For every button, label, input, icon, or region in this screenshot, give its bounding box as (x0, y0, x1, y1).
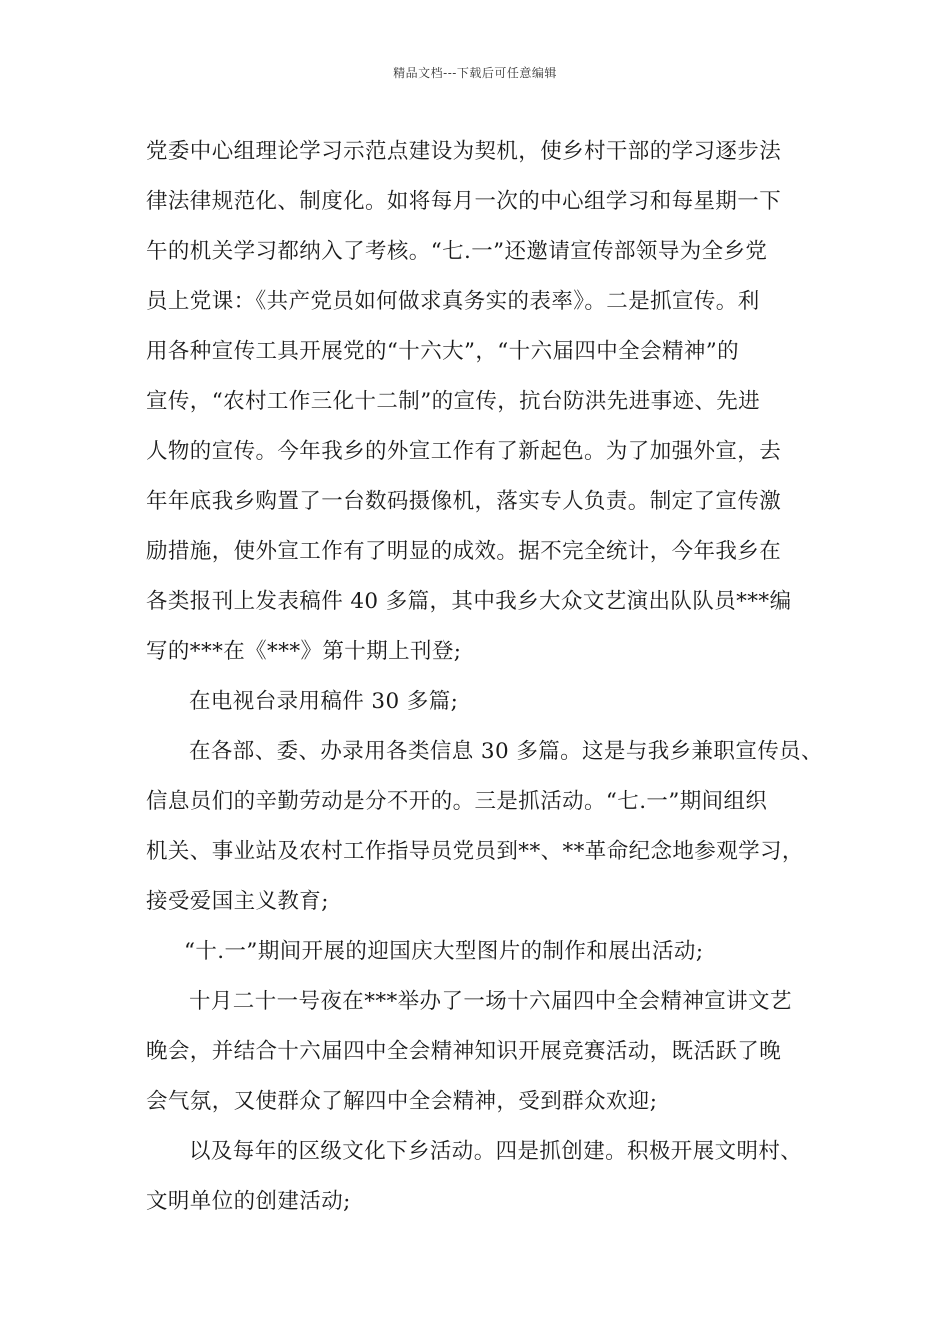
paragraph-start-line: 在电视台录用稿件 30 多篇; (189, 689, 459, 714)
paragraph-start-line: “十.一”期间开展的迎国庆大型图片的制作和展出活动; (184, 939, 704, 964)
text-line: 接受爱国主义教育; (146, 889, 329, 914)
text-line: 各类报刊上发表稿件 40 多篇，其中我乡大众文艺演出队队员***编 (146, 589, 792, 614)
text-line: 用各种宣传工具开展党的“十六大”，“十六届四中全会精神”的 (146, 339, 740, 364)
text-line: 机关、事业站及农村工作指导员党员到**、**革命纪念地参观学习， (146, 839, 804, 864)
text-line: 信息员们的辛勤劳动是分不开的。三是抓活动。“七.一”期间组织 (146, 789, 768, 814)
text-line: 励措施，使外宣工作有了明显的成效。据不完全统计，今年我乡在 (146, 539, 782, 564)
text-line: 年年底我乡购置了一台数码摄像机，落实专人负责。制定了宣传激 (146, 489, 782, 514)
text-line: 写的***在《***》第十期上刊登; (146, 639, 462, 664)
text-line: 午的机关学习都纳入了考核。“七.一”还邀请宣传部领导为全乡党 (146, 239, 768, 264)
text-line: 宣传，“农村工作三化十二制”的宣传，抗台防洪先进事迹、先进 (146, 389, 761, 414)
text-line: 晚会，并结合十六届四中全会精神知识开展竞赛活动，既活跃了晚 (146, 1039, 782, 1064)
text-line: 党委中心组理论学习示范点建设为契机，使乡村干部的学习逐步法 (146, 139, 782, 164)
document-body (146, 127, 823, 1227)
text-line: 律法律规范化、制度化。如将每月一次的中心组学习和每星期一下 (146, 189, 782, 214)
text-line: 会气氛，又使群众了解四中全会精神，受到群众欢迎; (146, 1089, 658, 1114)
paragraph-start-line: 十月二十一号夜在***举办了一场十六届四中全会精神宣讲文艺 (189, 989, 792, 1014)
text-line: 员上党课：《共产党员如何做求真务实的表率》。二是抓宣传。利 (146, 289, 760, 314)
page-header: 精品文档---下载后可任意编辑 (393, 66, 557, 80)
paragraph-start-line: 以及每年的区级文化下乡活动。四是抓创建。积极开展文明村、 (189, 1139, 803, 1164)
text-line: 文明单位的创建活动; (146, 1189, 351, 1214)
text-line: 人物的宣传。今年我乡的外宣工作有了新起色。为了加强外宣，去 (146, 439, 782, 464)
paragraph-start-line: 在各部、委、办录用各类信息 30 多篇。这是与我乡兼职宣传员、 (189, 739, 823, 764)
